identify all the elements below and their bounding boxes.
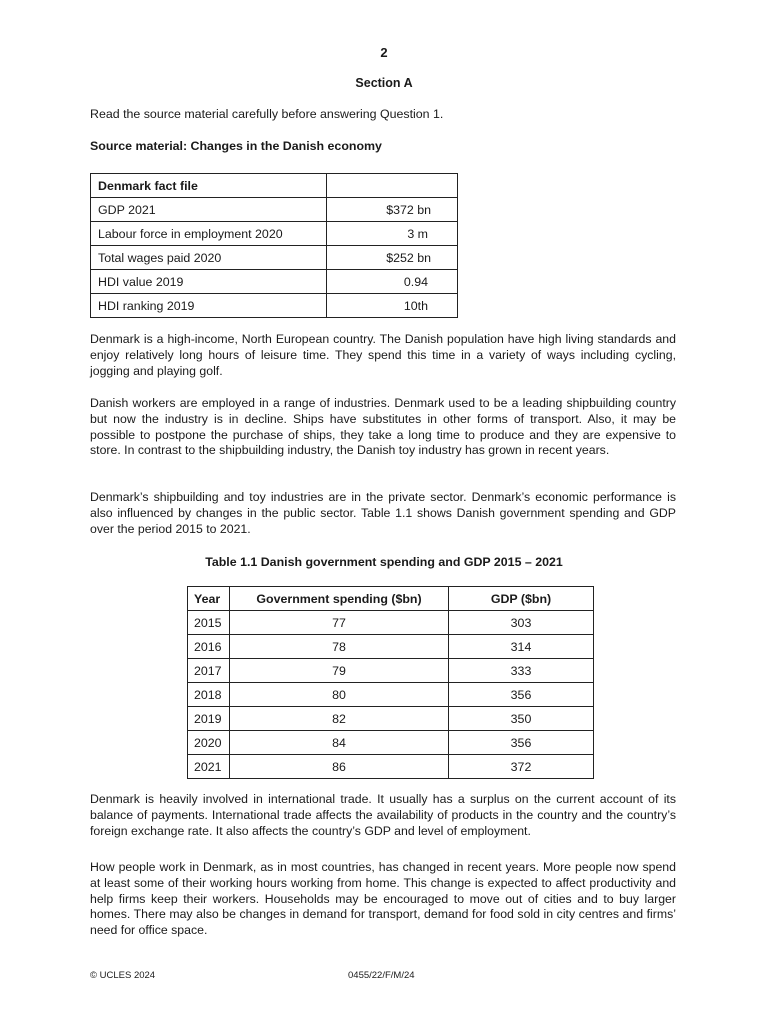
paragraph-industries: Danish workers are employed in a range of industries. Denmark used to be a leading shipbuilding country but now the industry is in decline. Ships have substitutes in other forms of transport. Also, it may be possible to postpone the purchase of ships, they take a long time to produce and they are expensive to store. In contrast to the shipbuilding industry, the Danish toy industry has grown in recent years. bbox=[90, 396, 676, 458]
cell-government-spending: 86 bbox=[230, 755, 449, 779]
fact-file-label: Labour force in employment 2020 bbox=[91, 222, 327, 246]
cell-government-spending: 82 bbox=[230, 707, 449, 731]
cell-year: 2017 bbox=[188, 659, 230, 683]
table-row bbox=[188, 755, 594, 779]
cell-government-spending: 80 bbox=[230, 683, 449, 707]
fact-file-value: 3 m bbox=[327, 222, 458, 246]
cell-gdp: 356 bbox=[449, 731, 594, 755]
section-title: Section A bbox=[355, 76, 413, 90]
table-row bbox=[188, 707, 594, 731]
header-government-spending: Government spending ($bn) bbox=[230, 587, 449, 611]
table-row bbox=[188, 659, 594, 683]
fact-file-row bbox=[91, 294, 458, 318]
cell-gdp: 356 bbox=[449, 683, 594, 707]
page-number: 2 bbox=[380, 45, 388, 60]
cell-gdp: 314 bbox=[449, 635, 594, 659]
cell-year: 2016 bbox=[188, 635, 230, 659]
cell-year: 2015 bbox=[188, 611, 230, 635]
instruction-text: Read the source material carefully before answering Question 1. bbox=[90, 107, 444, 121]
cell-year: 2019 bbox=[188, 707, 230, 731]
paragraph-international-trade: Denmark is heavily involved in international trade. It usually has a surplus on the current account of its balance of payments. International trade affects the availability of products in the country and the country’s foreign exchange rate. It also affects the country’s GDP and level of employment. bbox=[90, 792, 676, 838]
paragraph-working-from-home: How people work in Denmark, as in most countries, has changed in recent years. More people now spend at least some of their working hours working from home. This change is expected to affect productivity and help firms keep their workers. Households may be encouraged to move out of cities and to buy larger homes. There may also be changes in demand for transport, demand for food sold in city centres and firms’ need for office space. bbox=[90, 860, 676, 938]
fact-file-label: Total wages paid 2020 bbox=[91, 246, 327, 270]
cell-year: 2021 bbox=[188, 755, 230, 779]
table-row bbox=[188, 611, 594, 635]
cell-government-spending: 78 bbox=[230, 635, 449, 659]
fact-file-label: GDP 2021 bbox=[91, 198, 327, 222]
cell-year: 2020 bbox=[188, 731, 230, 755]
table-row bbox=[188, 731, 594, 755]
cell-gdp: 303 bbox=[449, 611, 594, 635]
cell-gdp: 372 bbox=[449, 755, 594, 779]
fact-file-value: $252 bn bbox=[327, 246, 458, 270]
footer-paper-code: 0455/22/F/M/24 bbox=[348, 970, 415, 981]
fact-file-table bbox=[90, 173, 458, 318]
spending-gdp-table bbox=[187, 586, 594, 779]
paragraph-living-standards: Denmark is a high-income, North European country. The Danish population have high living standards and enjoy relatively long hours of leisure time. They spend this time in a variety of ways including cycling, jogging and playing golf. bbox=[90, 332, 676, 378]
fact-file-value: $372 bn bbox=[327, 198, 458, 222]
fact-file-value: 0.94 bbox=[327, 270, 458, 294]
header-year: Year bbox=[188, 587, 230, 611]
fact-file-header: Denmark fact file bbox=[91, 174, 327, 198]
fact-file-label: HDI ranking 2019 bbox=[91, 294, 327, 318]
fact-file-header-row bbox=[91, 174, 458, 198]
fact-file-header-blank bbox=[327, 174, 458, 198]
fact-file-row bbox=[91, 270, 458, 294]
fact-file-row bbox=[91, 222, 458, 246]
table-row bbox=[188, 683, 594, 707]
table-header-row bbox=[188, 587, 594, 611]
source-title: Source material: Changes in the Danish economy bbox=[90, 139, 382, 153]
table-caption: Table 1.1 Danish government spending and GDP 2015 – 2021 bbox=[205, 555, 563, 569]
fact-file-row bbox=[91, 198, 458, 222]
fact-file-row bbox=[91, 246, 458, 270]
table-row bbox=[188, 635, 594, 659]
footer-copyright: © UCLES 2024 bbox=[90, 970, 156, 981]
cell-government-spending: 84 bbox=[230, 731, 449, 755]
paragraph-public-sector: Denmark’s shipbuilding and toy industries are in the private sector. Denmark’s economic performance is also influenced by changes in the public sector. Table 1.1 shows Danish government spending and GDP over the period 2015 to 2021. bbox=[90, 490, 676, 536]
cell-gdp: 333 bbox=[449, 659, 594, 683]
cell-government-spending: 77 bbox=[230, 611, 449, 635]
cell-gdp: 350 bbox=[449, 707, 594, 731]
cell-government-spending: 79 bbox=[230, 659, 449, 683]
fact-file-label: HDI value 2019 bbox=[91, 270, 327, 294]
cell-year: 2018 bbox=[188, 683, 230, 707]
fact-file-value: 10th bbox=[327, 294, 458, 318]
header-gdp: GDP ($bn) bbox=[449, 587, 594, 611]
